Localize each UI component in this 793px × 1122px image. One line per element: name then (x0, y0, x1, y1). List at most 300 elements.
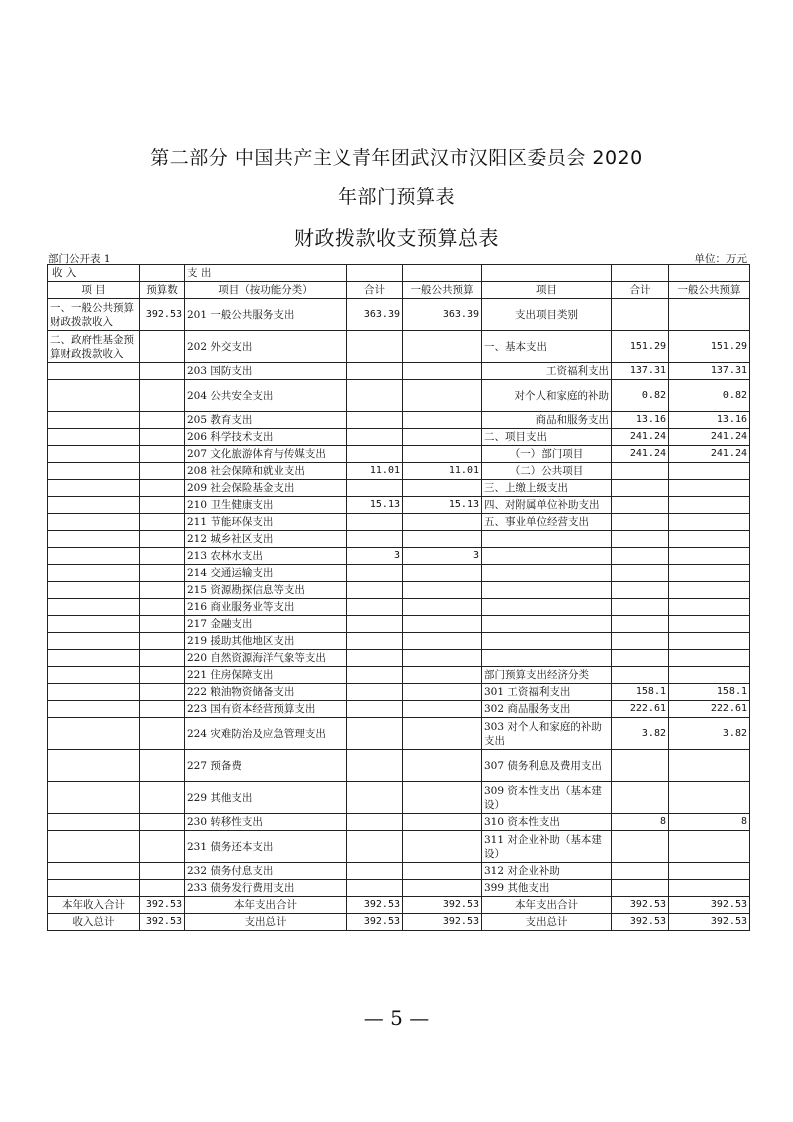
function-item-cell: 223 国有资本经营预算支出 (185, 701, 347, 718)
empty-cell (140, 265, 185, 282)
function-total-cell (347, 718, 403, 750)
function-general-cell (403, 582, 482, 599)
expense-general-cell (669, 565, 750, 582)
income-item-cell (48, 429, 140, 446)
income-item-cell (48, 684, 140, 701)
income-item-cell (48, 548, 140, 565)
function-general-cell: 3 (403, 548, 482, 565)
income-amount-cell (140, 463, 185, 480)
expense-general-cell: 241.24 (669, 429, 750, 446)
income-amount-cell (140, 684, 185, 701)
expense-item-cell: 399 其他支出 (482, 880, 612, 897)
empty-cell (403, 265, 482, 282)
empty-cell (347, 265, 403, 282)
income-amount-cell (140, 380, 185, 412)
expense-item-cell: 303 对个人和家庭的补助支出 (482, 718, 612, 750)
income-amount-cell (140, 514, 185, 531)
table-row (48, 633, 750, 650)
income-item-cell (48, 633, 140, 650)
income-amount-cell: 392.53 (140, 914, 185, 931)
expense-general-cell: 158.1 (669, 684, 750, 701)
expense-item-cell: 一、基本支出 (482, 331, 612, 363)
expense-item-cell: 商品和服务支出 (482, 412, 612, 429)
function-total-cell (347, 380, 403, 412)
function-total-cell: 392.53 (347, 914, 403, 931)
function-item-cell: 231 债务还本支出 (185, 831, 347, 863)
function-total-cell (347, 446, 403, 463)
function-total-cell (347, 633, 403, 650)
col-header-item: 项目 (482, 282, 612, 299)
expense-general-cell (669, 667, 750, 684)
totals-row (48, 897, 750, 914)
income-amount-cell (140, 782, 185, 814)
expense-total-cell (612, 565, 669, 582)
table-label: 部门公开表 1 (48, 253, 111, 265)
expense-item-cell: 支出项目类别 (482, 299, 612, 331)
income-amount-cell (140, 863, 185, 880)
table-row (48, 531, 750, 548)
expense-general-cell: 0.82 (669, 380, 750, 412)
page-title-line-1: 第二部分 中国共产主义青年团武汉市汉阳区委员会 2020 (150, 147, 643, 169)
expense-total-cell (612, 750, 669, 782)
expense-item-cell: （二）公共项目 (482, 463, 612, 480)
expense-general-cell (669, 463, 750, 480)
function-item-cell: 204 公共安全支出 (185, 380, 347, 412)
function-general-cell (403, 750, 482, 782)
expense-total-cell: 241.24 (612, 446, 669, 463)
expense-general-cell (669, 497, 750, 514)
function-total-cell (347, 814, 403, 831)
function-general-cell (403, 701, 482, 718)
income-item-cell (48, 863, 140, 880)
expense-item-cell: 三、上缴上级支出 (482, 480, 612, 497)
function-item-cell: 210 卫生健康支出 (185, 497, 347, 514)
income-item-cell (48, 650, 140, 667)
expense-general-cell (669, 299, 750, 331)
function-general-cell (403, 667, 482, 684)
empty-cell (482, 265, 612, 282)
function-general-cell (403, 446, 482, 463)
function-total-cell (347, 650, 403, 667)
expense-general-cell: 3.82 (669, 718, 750, 750)
function-total-cell: 363.39 (347, 299, 403, 331)
expense-total-cell: 151.29 (612, 331, 669, 363)
function-general-cell (403, 880, 482, 897)
expense-item-cell: 312 对企业补助 (482, 863, 612, 880)
expense-item-cell: 五、事业单位经营支出 (482, 514, 612, 531)
col-header-budget-amount: 预算数 (140, 282, 185, 299)
function-general-cell (403, 363, 482, 380)
table-row (48, 701, 750, 718)
expense-total-cell (612, 548, 669, 565)
expense-item-cell (482, 565, 612, 582)
income-item-cell (48, 514, 140, 531)
expense-total-cell (612, 463, 669, 480)
expense-item-cell: 302 商品服务支出 (482, 701, 612, 718)
expense-general-cell (669, 863, 750, 880)
expense-total-cell (612, 633, 669, 650)
table-row (48, 650, 750, 667)
function-general-cell (403, 331, 482, 363)
expense-total-cell: 241.24 (612, 429, 669, 446)
function-general-cell: 392.53 (403, 897, 482, 914)
expense-item-cell (482, 599, 612, 616)
expense-total-cell: 13.16 (612, 412, 669, 429)
expense-general-cell: 222.61 (669, 701, 750, 718)
income-item-cell (48, 463, 140, 480)
expense-item-cell: 本年支出合计 (482, 897, 612, 914)
income-item-cell (48, 782, 140, 814)
expense-general-cell (669, 650, 750, 667)
function-total-cell (347, 565, 403, 582)
function-item-cell: 209 社会保险基金支出 (185, 480, 347, 497)
expense-item-cell: 310 资本性支出 (482, 814, 612, 831)
function-item-cell: 211 节能环保支出 (185, 514, 347, 531)
expense-total-cell (612, 667, 669, 684)
table-row (48, 429, 750, 446)
table-row (48, 616, 750, 633)
income-amount-cell (140, 531, 185, 548)
expense-general-cell (669, 831, 750, 863)
income-item-cell (48, 814, 140, 831)
expense-general-cell (669, 548, 750, 565)
expense-item-cell: 四、对附属单位补助支出 (482, 497, 612, 514)
income-amount-cell (140, 446, 185, 463)
income-item-cell (48, 497, 140, 514)
function-general-cell: 15.13 (403, 497, 482, 514)
table-row (48, 599, 750, 616)
function-total-cell (347, 363, 403, 380)
function-general-cell (403, 480, 482, 497)
expense-item-cell (482, 616, 612, 633)
income-amount-cell (140, 363, 185, 380)
function-item-cell: 207 文化旅游体育与传媒支出 (185, 446, 347, 463)
function-general-cell (403, 565, 482, 582)
income-item-cell: 一、一般公共预算财政拨款收入 (48, 299, 140, 331)
income-amount-cell (140, 701, 185, 718)
function-total-cell (347, 599, 403, 616)
function-total-cell: 11.01 (347, 463, 403, 480)
table-row (48, 380, 750, 412)
function-item-cell: 206 科学技术支出 (185, 429, 347, 446)
expense-general-cell: 241.24 (669, 446, 750, 463)
income-amount-cell (140, 429, 185, 446)
function-total-cell (347, 863, 403, 880)
income-amount-cell (140, 650, 185, 667)
table-row (48, 480, 750, 497)
function-general-cell (403, 599, 482, 616)
expense-item-cell (482, 650, 612, 667)
table-title: 财政拨款收支预算总表 (294, 226, 499, 250)
income-item-cell (48, 599, 140, 616)
income-amount-cell (140, 412, 185, 429)
income-amount-cell (140, 718, 185, 750)
income-item-cell (48, 380, 140, 412)
income-amount-cell (140, 565, 185, 582)
expense-general-cell: 137.31 (669, 363, 750, 380)
expense-total-cell: 392.53 (612, 914, 669, 931)
table-row (48, 582, 750, 599)
expense-item-cell: 301 工资福利支出 (482, 684, 612, 701)
income-item-cell (48, 880, 140, 897)
income-item-cell (48, 363, 140, 380)
income-item-cell (48, 616, 140, 633)
income-item-cell (48, 701, 140, 718)
expense-general-cell: 392.53 (669, 914, 750, 931)
income-item-cell (48, 718, 140, 750)
function-item-cell: 224 灾难防治及应急管理支出 (185, 718, 347, 750)
function-general-cell (403, 412, 482, 429)
function-item-cell: 219 援助其他地区支出 (185, 633, 347, 650)
expense-total-cell (612, 863, 669, 880)
function-general-cell (403, 831, 482, 863)
page-number: — 5 — (363, 1006, 430, 1030)
income-item-cell (48, 667, 140, 684)
expense-total-cell (612, 782, 669, 814)
function-item-cell: 229 其他支出 (185, 782, 347, 814)
expense-general-cell (669, 480, 750, 497)
table-row (48, 548, 750, 565)
function-total-cell: 392.53 (347, 897, 403, 914)
function-item-cell: 支出总计 (185, 914, 347, 931)
expense-item-cell: 部门预算支出经济分类 (482, 667, 612, 684)
table-row (48, 497, 750, 514)
income-amount-cell (140, 667, 185, 684)
table-row (48, 831, 750, 863)
function-general-cell: 392.53 (403, 914, 482, 931)
expense-total-cell: 3.82 (612, 718, 669, 750)
income-amount-cell (140, 331, 185, 363)
income-item-cell: 本年收入合计 (48, 897, 140, 914)
expense-general-cell (669, 782, 750, 814)
page-title-line-2: 年部门预算表 (337, 186, 455, 208)
income-amount-cell (140, 582, 185, 599)
expense-item-cell (482, 582, 612, 599)
income-amount-cell (140, 831, 185, 863)
expense-total-cell (612, 616, 669, 633)
table-row (48, 331, 750, 363)
function-general-cell (403, 814, 482, 831)
function-total-cell (347, 684, 403, 701)
expense-general-cell: 151.29 (669, 331, 750, 363)
col-header-general-budget: 一般公共预算 (403, 282, 482, 299)
expense-general-cell (669, 582, 750, 599)
function-general-cell (403, 380, 482, 412)
function-general-cell (403, 718, 482, 750)
table-row (48, 667, 750, 684)
table-row (48, 565, 750, 582)
expense-general-cell: 13.16 (669, 412, 750, 429)
function-item-cell: 216 商业服务业等支出 (185, 599, 347, 616)
income-amount-cell (140, 480, 185, 497)
expense-item-cell (482, 633, 612, 650)
expense-general-cell (669, 750, 750, 782)
function-item-cell: 215 资源勘探信息等支出 (185, 582, 347, 599)
function-total-cell (347, 616, 403, 633)
function-item-cell: 233 债务发行费用支出 (185, 880, 347, 897)
section-expense-header: 支 出 (185, 265, 347, 282)
income-item-cell (48, 582, 140, 599)
expense-total-cell (612, 582, 669, 599)
expense-general-cell (669, 616, 750, 633)
expense-total-cell (612, 514, 669, 531)
expense-item-cell: 311 对企业补助（基本建设） (482, 831, 612, 863)
function-total-cell (347, 831, 403, 863)
function-general-cell (403, 616, 482, 633)
function-item-cell: 232 债务付息支出 (185, 863, 347, 880)
table-row (48, 782, 750, 814)
expense-total-cell (612, 497, 669, 514)
income-amount-cell (140, 616, 185, 633)
income-amount-cell (140, 497, 185, 514)
empty-cell (612, 265, 669, 282)
expense-item-cell: 工资福利支出 (482, 363, 612, 380)
function-item-cell: 221 住房保障支出 (185, 667, 347, 684)
expense-general-cell: 392.53 (669, 897, 750, 914)
expense-total-cell: 158.1 (612, 684, 669, 701)
function-item-cell: 本年支出合计 (185, 897, 347, 914)
function-item-cell: 212 城乡社区支出 (185, 531, 347, 548)
function-total-cell (347, 412, 403, 429)
function-total-cell (347, 782, 403, 814)
table-row (48, 684, 750, 701)
col-header-total: 合计 (347, 282, 403, 299)
col-header-general-budget-2: 一般公共预算 (669, 282, 750, 299)
function-total-cell (347, 429, 403, 446)
expense-total-cell: 8 (612, 814, 669, 831)
function-general-cell (403, 531, 482, 548)
col-header-income-item: 项 目 (48, 282, 140, 299)
expense-item-cell: 二、项目支出 (482, 429, 612, 446)
income-item-cell (48, 565, 140, 582)
table-row (48, 514, 750, 531)
function-general-cell: 11.01 (403, 463, 482, 480)
income-amount-cell (140, 814, 185, 831)
expense-item-cell: 对个人和家庭的补助 (482, 380, 612, 412)
expense-general-cell (669, 531, 750, 548)
expense-total-cell (612, 480, 669, 497)
unit-label: 单位：万元 (694, 253, 747, 265)
expense-general-cell (669, 514, 750, 531)
function-item-cell: 220 自然资源海洋气象等支出 (185, 650, 347, 667)
function-total-cell: 15.13 (347, 497, 403, 514)
income-item-cell: 收入总计 (48, 914, 140, 931)
function-item-cell: 213 农林水支出 (185, 548, 347, 565)
table-row (48, 863, 750, 880)
function-item-cell: 230 转移性支出 (185, 814, 347, 831)
income-item-cell (48, 446, 140, 463)
expense-item-cell (482, 531, 612, 548)
budget-summary-table (47, 264, 750, 931)
expense-total-cell (612, 650, 669, 667)
income-item-cell (48, 412, 140, 429)
income-amount-cell (140, 633, 185, 650)
table-row (48, 463, 750, 480)
function-total-cell (347, 880, 403, 897)
function-item-cell: 201 一般公共服务支出 (185, 299, 347, 331)
income-amount-cell: 392.53 (140, 897, 185, 914)
function-item-cell: 227 预备费 (185, 750, 347, 782)
expense-general-cell: 8 (669, 814, 750, 831)
income-amount-cell (140, 750, 185, 782)
function-total-cell (347, 531, 403, 548)
empty-cell (669, 265, 750, 282)
expense-item-cell (482, 548, 612, 565)
function-item-cell: 222 粮油物资储备支出 (185, 684, 347, 701)
income-item-cell (48, 750, 140, 782)
function-total-cell (347, 331, 403, 363)
function-general-cell (403, 684, 482, 701)
expense-total-cell: 0.82 (612, 380, 669, 412)
income-amount-cell (140, 880, 185, 897)
table-row (48, 750, 750, 782)
function-item-cell: 217 金融支出 (185, 616, 347, 633)
expense-total-cell: 222.61 (612, 701, 669, 718)
function-general-cell (403, 429, 482, 446)
function-general-cell (403, 650, 482, 667)
function-item-cell: 208 社会保障和就业支出 (185, 463, 347, 480)
expense-item-cell: （一）部门项目 (482, 446, 612, 463)
totals-row (48, 914, 750, 931)
expense-total-cell: 392.53 (612, 897, 669, 914)
function-total-cell (347, 480, 403, 497)
function-item-cell: 202 外交支出 (185, 331, 347, 363)
income-amount-cell (140, 548, 185, 565)
function-general-cell (403, 633, 482, 650)
table-row (48, 814, 750, 831)
income-item-cell (48, 831, 140, 863)
expense-total-cell (612, 599, 669, 616)
col-header-total-2: 合计 (612, 282, 669, 299)
expense-general-cell (669, 880, 750, 897)
expense-item-cell: 309 资本性支出（基本建设） (482, 782, 612, 814)
expense-general-cell (669, 633, 750, 650)
expense-total-cell (612, 831, 669, 863)
table-row (48, 880, 750, 897)
function-total-cell: 3 (347, 548, 403, 565)
function-item-cell: 214 交通运输支出 (185, 565, 347, 582)
table-row (48, 446, 750, 463)
table-row (48, 299, 750, 331)
income-item-cell (48, 531, 140, 548)
expense-total-cell (612, 299, 669, 331)
section-header-row (48, 265, 750, 282)
function-general-cell: 363.39 (403, 299, 482, 331)
function-total-cell (347, 514, 403, 531)
column-header-row (48, 282, 750, 299)
function-total-cell (347, 750, 403, 782)
income-item-cell: 二、政府性基金预算财政拨款收入 (48, 331, 140, 363)
function-item-cell: 205 教育支出 (185, 412, 347, 429)
expense-item-cell: 支出总计 (482, 914, 612, 931)
function-general-cell (403, 782, 482, 814)
function-total-cell (347, 701, 403, 718)
expense-total-cell: 137.31 (612, 363, 669, 380)
function-general-cell (403, 514, 482, 531)
section-income-header: 收 入 (48, 265, 140, 282)
function-general-cell (403, 863, 482, 880)
table-row (48, 718, 750, 750)
expense-total-cell (612, 880, 669, 897)
expense-item-cell: 307 债务利息及费用支出 (482, 750, 612, 782)
income-amount-cell (140, 599, 185, 616)
col-header-function-item: 项目（按功能分类） (185, 282, 347, 299)
income-amount-cell: 392.53 (140, 299, 185, 331)
expense-total-cell (612, 531, 669, 548)
table-row (48, 363, 750, 380)
function-total-cell (347, 667, 403, 684)
income-item-cell (48, 480, 140, 497)
